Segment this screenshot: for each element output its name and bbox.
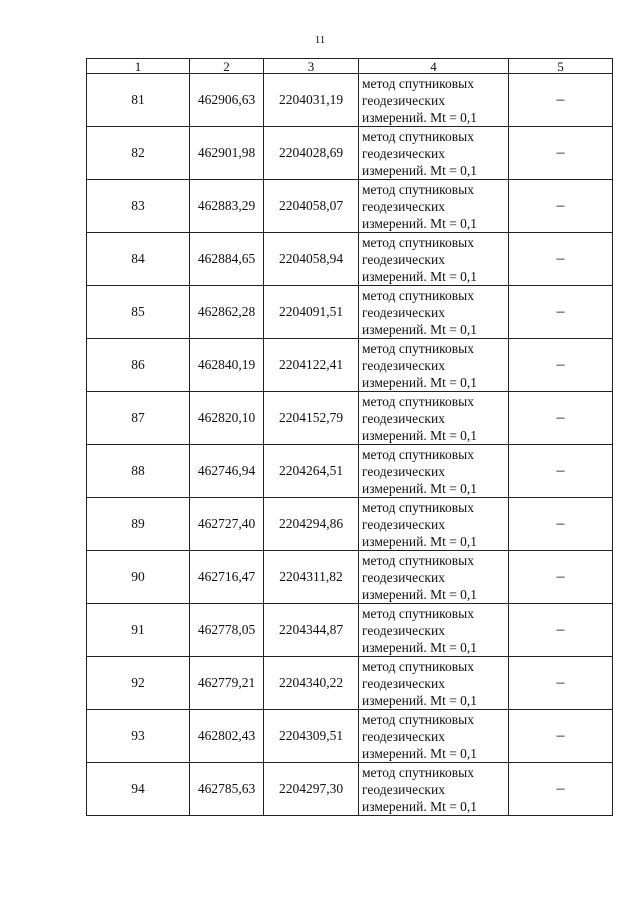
description-cell: – [509,392,613,445]
point-number: 83 [87,180,190,233]
point-number: 89 [87,498,190,551]
method-line: геодезических [362,781,445,797]
method-line: измерений. Mt = 0,1 [362,321,478,337]
coordinate-x: 462778,05 [190,604,264,657]
coordinate-y: 2204264,51 [264,445,359,498]
description-cell: – [509,710,613,763]
method-cell [359,392,509,445]
method-line: измерений. Mt = 0,1 [362,533,478,549]
header-col-5: 5 [509,59,613,74]
coordinate-y: 2204340,22 [264,657,359,710]
coordinate-y: 2204122,41 [264,339,359,392]
table-row [87,392,613,445]
point-number: 92 [87,657,190,710]
table-row [87,710,613,763]
point-number: 85 [87,286,190,339]
method-line: геодезических [362,198,445,214]
method-cell [359,710,509,763]
method-line: метод спутниковых [362,446,474,462]
coordinate-y: 2204091,51 [264,286,359,339]
description-cell: – [509,233,613,286]
coordinate-y: 2204294,86 [264,498,359,551]
page-number: 11 [314,34,326,46]
method-line: геодезических [362,569,445,585]
method-line: метод спутниковых [362,234,474,250]
coordinate-y: 2204344,87 [264,604,359,657]
coordinate-x: 462779,21 [190,657,264,710]
coordinate-x: 462820,10 [190,392,264,445]
coordinate-y: 2204311,82 [264,551,359,604]
method-line: метод спутниковых [362,128,474,144]
method-cell [359,233,509,286]
table-row [87,445,613,498]
header-col-3: 3 [264,59,359,74]
method-line: геодезических [362,675,445,691]
coordinate-y: 2204058,07 [264,180,359,233]
table-row [87,286,613,339]
point-number: 90 [87,551,190,604]
coordinate-x: 462746,94 [190,445,264,498]
method-line: геодезических [362,463,445,479]
method-cell [359,498,509,551]
coordinate-x: 462727,40 [190,498,264,551]
method-line: геодезических [362,92,445,108]
method-cell [359,763,509,816]
coordinate-x: 462884,65 [190,233,264,286]
point-number: 88 [87,445,190,498]
method-cell [359,445,509,498]
method-line: геодезических [362,357,445,373]
description-cell: – [509,74,613,127]
description-cell: – [509,498,613,551]
method-line: геодезических [362,728,445,744]
table-row [87,551,613,604]
coordinate-y: 2204058,94 [264,233,359,286]
coordinate-x: 462862,28 [190,286,264,339]
method-line: метод спутниковых [362,499,474,515]
coordinate-y: 2204031,19 [264,74,359,127]
table-row [87,604,613,657]
point-number: 91 [87,604,190,657]
method-line: измерений. Mt = 0,1 [362,215,478,231]
coordinate-x: 462840,19 [190,339,264,392]
method-line: измерений. Mt = 0,1 [362,162,478,178]
coordinates-table [86,58,613,816]
description-cell: – [509,445,613,498]
method-line: геодезических [362,622,445,638]
coordinate-x: 462906,63 [190,74,264,127]
table-row [87,180,613,233]
method-line: метод спутниковых [362,393,474,409]
description-cell: – [509,551,613,604]
description-cell: – [509,286,613,339]
method-line: метод спутниковых [362,605,474,621]
header-col-2: 2 [190,59,264,74]
method-cell [359,127,509,180]
method-line: метод спутниковых [362,287,474,303]
coordinate-x: 462802,43 [190,710,264,763]
description-cell: – [509,657,613,710]
coordinate-x: 462785,63 [190,763,264,816]
method-line: геодезических [362,251,445,267]
method-cell [359,180,509,233]
method-line: геодезических [362,145,445,161]
method-line: измерений. Mt = 0,1 [362,745,478,761]
method-cell [359,74,509,127]
method-line: измерений. Mt = 0,1 [362,639,478,655]
table-row [87,498,613,551]
description-cell: – [509,127,613,180]
point-number: 87 [87,392,190,445]
method-line: измерений. Mt = 0,1 [362,798,478,814]
table-row [87,74,613,127]
coordinate-y: 2204309,51 [264,710,359,763]
description-cell: – [509,604,613,657]
coordinate-x: 462883,29 [190,180,264,233]
coordinate-x: 462901,98 [190,127,264,180]
method-cell [359,339,509,392]
point-number: 93 [87,710,190,763]
coordinate-y: 2204028,69 [264,127,359,180]
method-line: измерений. Mt = 0,1 [362,427,478,443]
description-cell: – [509,763,613,816]
coordinate-y: 2204152,79 [264,392,359,445]
method-cell [359,551,509,604]
method-line: метод спутниковых [362,340,474,356]
point-number: 86 [87,339,190,392]
table-row [87,233,613,286]
point-number: 81 [87,74,190,127]
method-cell [359,657,509,710]
coordinate-x: 462716,47 [190,551,264,604]
method-line: измерений. Mt = 0,1 [362,109,478,125]
method-line: метод спутниковых [362,552,474,568]
method-line: геодезических [362,410,445,426]
method-line: метод спутниковых [362,711,474,727]
table-row [87,127,613,180]
method-line: измерений. Mt = 0,1 [362,268,478,284]
table-row [87,657,613,710]
method-cell [359,286,509,339]
method-line: геодезических [362,516,445,532]
point-number: 94 [87,763,190,816]
method-line: измерений. Mt = 0,1 [362,480,478,496]
coordinate-y: 2204297,30 [264,763,359,816]
description-cell: – [509,339,613,392]
method-line: измерений. Mt = 0,1 [362,692,478,708]
table-row [87,339,613,392]
point-number: 84 [87,233,190,286]
description-cell: – [509,180,613,233]
method-line: геодезических [362,304,445,320]
method-line: метод спутниковых [362,75,474,91]
header-row [87,59,613,74]
method-line: метод спутниковых [362,764,474,780]
point-number: 82 [87,127,190,180]
method-cell [359,604,509,657]
method-line: метод спутниковых [362,181,474,197]
method-line: метод спутниковых [362,658,474,674]
header-col-1: 1 [87,59,190,74]
table-row [87,763,613,816]
header-col-4: 4 [359,59,509,74]
method-line: измерений. Mt = 0,1 [362,374,478,390]
method-line: измерений. Mt = 0,1 [362,586,478,602]
